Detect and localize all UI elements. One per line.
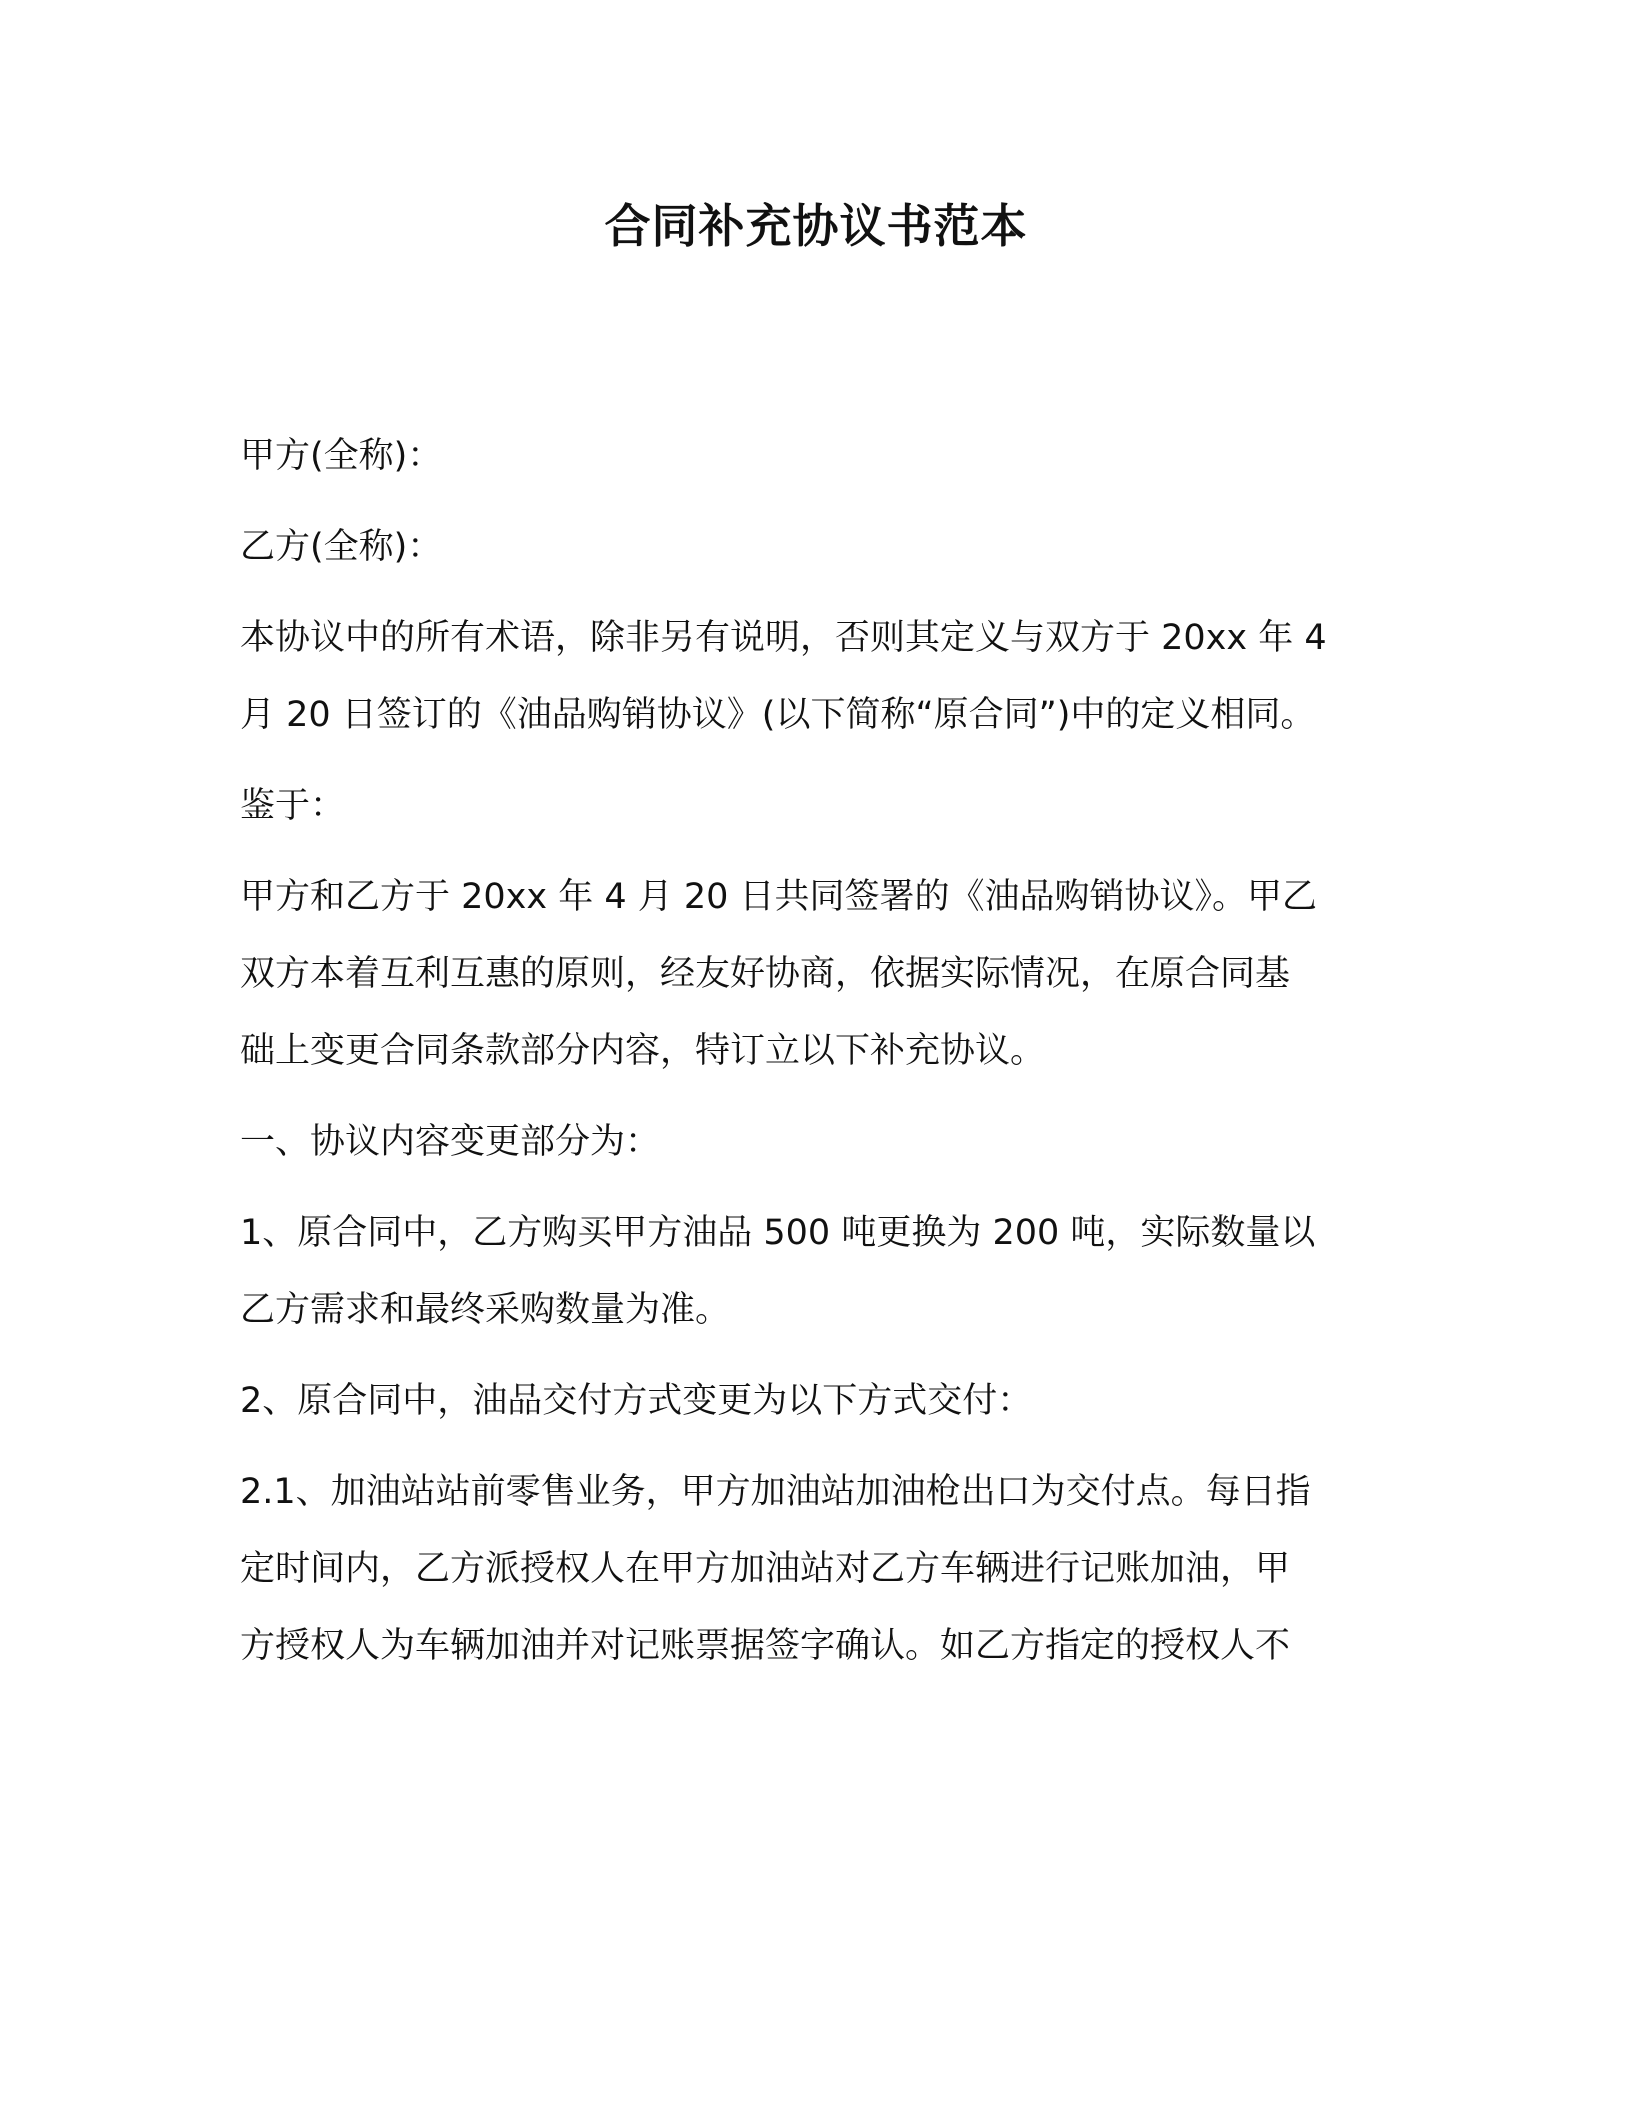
text-line: 定时间内，乙方派授权人在甲方加油站对乙方车辆进行记账加油，甲 bbox=[240, 1549, 1291, 1589]
party-a-line bbox=[240, 418, 1400, 495]
text-line: 甲方和乙方于 20xx 年 4 月 20 日共同签署的《油品购销协议》。甲乙 bbox=[240, 877, 1318, 917]
text-line: 2、原合同中，油品交付方式变更为以下方式交付： bbox=[240, 1381, 1033, 1421]
document-title: 合同补充协议书范本 bbox=[604, 199, 1028, 253]
definitions-paragraph bbox=[240, 600, 1400, 754]
text-line: 双方本着互利互惠的原则，经友好协商，依据实际情况，在原合同基 bbox=[240, 954, 1291, 994]
whereas-heading bbox=[240, 768, 1400, 845]
text-line: 甲方(全称)： bbox=[240, 436, 443, 476]
text-line: 乙方需求和最终采购数量为准。 bbox=[240, 1290, 731, 1330]
section-one-heading bbox=[240, 1104, 1400, 1181]
document-body bbox=[240, 418, 1400, 1699]
text-line: 2.1、加油站站前零售业务，甲方加油站加油枪出口为交付点。每日指 bbox=[240, 1472, 1311, 1512]
clause-2-1 bbox=[240, 1454, 1400, 1685]
text-line: 础上变更合同条款部分内容，特订立以下补充协议。 bbox=[240, 1031, 1046, 1071]
text-line: 本协议中的所有术语，除非另有说明，否则其定义与双方于 20xx 年 4 bbox=[240, 618, 1327, 658]
text-line: 一、协议内容变更部分为： bbox=[240, 1122, 661, 1162]
text-line: 鉴于： bbox=[240, 786, 346, 826]
clause-1 bbox=[240, 1195, 1400, 1349]
clause-2 bbox=[240, 1363, 1400, 1440]
party-b-line bbox=[240, 509, 1400, 586]
text-line: 乙方(全称)： bbox=[240, 527, 443, 567]
text-line: 方授权人为车辆加油并对记账票据签字确认。如乙方指定的授权人不 bbox=[240, 1626, 1291, 1666]
background-paragraph bbox=[240, 859, 1400, 1090]
text-line: 月 20 日签订的《油品购销协议》(以下简称“原合同”)中的定义相同。 bbox=[240, 695, 1316, 735]
text-line: 1、原合同中，乙方购买甲方油品 500 吨更换为 200 吨，实际数量以 bbox=[240, 1213, 1316, 1253]
